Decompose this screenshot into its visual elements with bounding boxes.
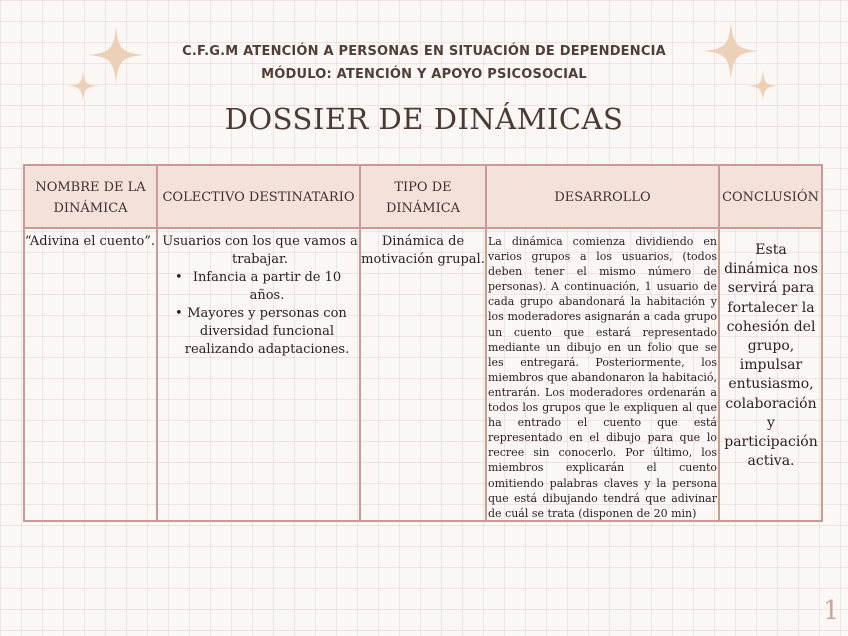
course-title: C.F.G.M ATENCIÓN A PERSONAS EN SITUACIÓN DE DEPENDENCIA — [182, 44, 666, 59]
module-title: MÓDULO: ATENCIÓN Y APOYO PSICOSOCIAL — [261, 67, 587, 82]
colectivo-list — [161, 269, 359, 359]
column-divider — [718, 166, 720, 520]
list-item: • Mayores y personas con diversidad funcional realizando adaptaciones. — [161, 305, 359, 359]
column-divider — [156, 166, 158, 520]
cell-tipo: Dinámica de motivación grupal. — [361, 234, 485, 267]
cell-colectivo — [161, 233, 359, 359]
column-divider — [359, 166, 361, 520]
cell-desarrollo: La dinámica comienza dividiendo en varios grupos a los usuarios, (todos deben tener el mismo número de personas). A continuación, 1 usuario de cada grupo abandonará la habitación y los moderadores asignarán a cada grupo un cuento que estará representado mediante un dibujo en un folio que se les entregará. Posteriormente, los miembros que abandonaron la habitació, entrarán. Los moderadores ordenarán a todos los grupos que le expliquen al que ha entrado el cuento que está representado en el dibujo para que lo recree sin conocerlo. Por último, los miembros explicarán el cuento omitiendo palabras claves y la persona que está dibujando tendrá que adivinar de cuál se trata (disponen de 20 min) — [488, 235, 717, 520]
cell-nombre: “Adivina el cuento”. — [24, 234, 156, 249]
page-title: DOSSIER DE DINÁMICAS — [224, 102, 624, 136]
header-desarrollo: DESARROLLO — [554, 190, 651, 205]
page-number: 1 — [823, 596, 840, 626]
table-header-row — [25, 166, 821, 229]
list-item: • Infancia a partir de 10 años. — [161, 269, 359, 305]
cell-conclusion: Esta dinámica nos servirá para fortalecer la cohesión del grupo, impulsar entusiasmo, colaboración y participación activa. — [724, 242, 818, 470]
column-divider — [485, 166, 487, 520]
header-tipo: TIPO DE DINÁMICA — [385, 179, 461, 216]
header-colectivo: COLECTIVO DESTINATARIO — [162, 190, 355, 205]
header-conclusion: CONCLUSIÓN — [722, 190, 819, 205]
dynamics-table — [23, 164, 823, 522]
colectivo-intro: Usuarios con los que vamos a trabajar. — [162, 234, 358, 267]
header-nombre: NOMBRE DE LA DINÁMICA — [35, 179, 146, 216]
